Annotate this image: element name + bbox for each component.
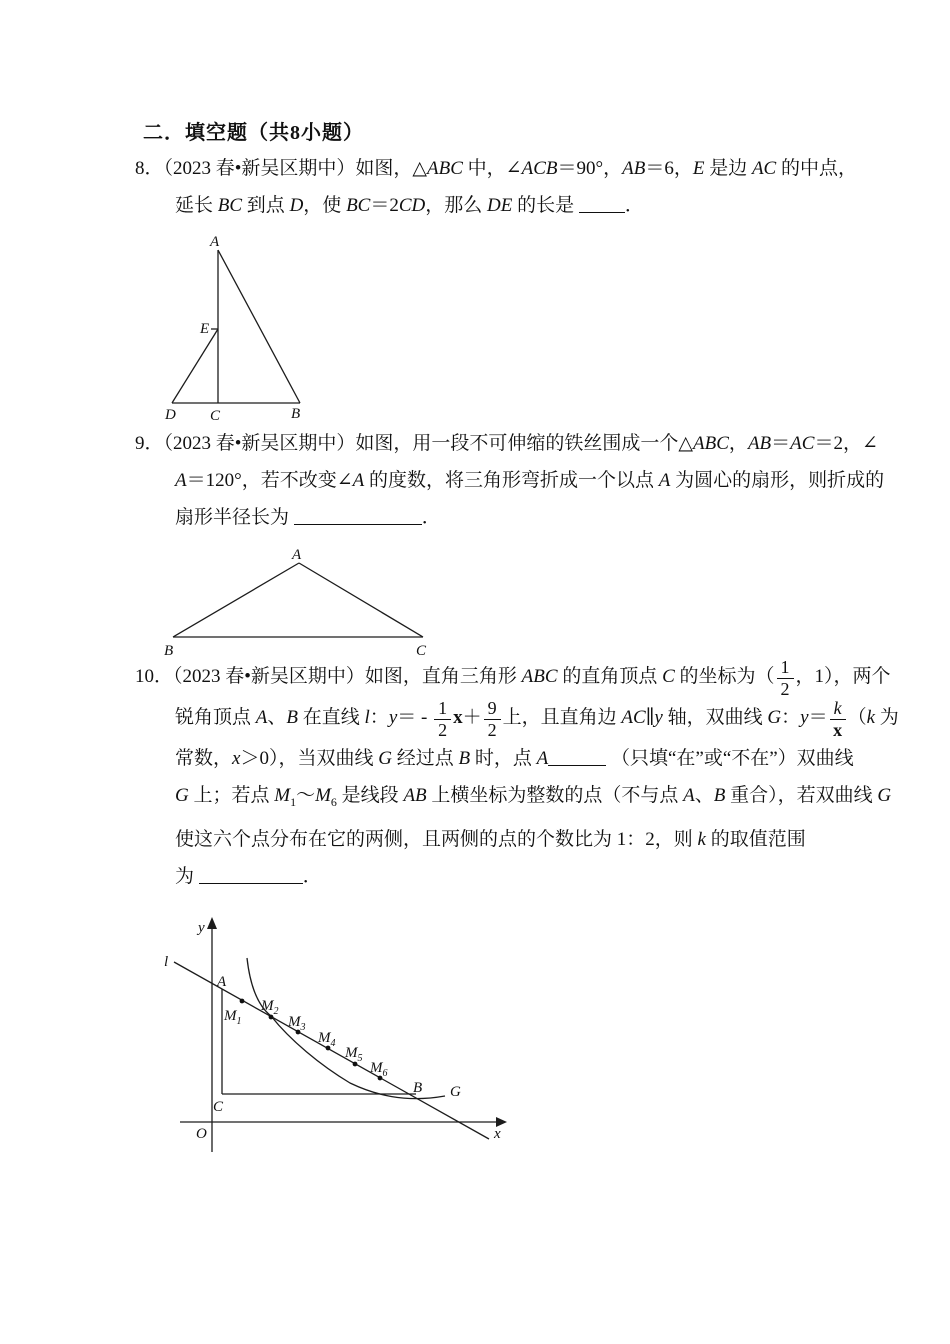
math-var: AC xyxy=(621,706,646,728)
math-var: A xyxy=(683,784,695,806)
text-run: ，1），两个 xyxy=(795,666,891,687)
text-run: ， xyxy=(728,433,748,454)
label-line-l: l xyxy=(164,954,169,970)
text-run: （2023 春•新吴区期中）如图，用一段不可伸缩的铁丝围成一个△ xyxy=(163,433,694,454)
text-run: ＝ xyxy=(771,433,791,454)
label-m5 xyxy=(344,1045,363,1064)
math-var: BC xyxy=(217,195,243,216)
label-m6-sub: 6 xyxy=(382,1068,388,1079)
label-m3-sub: 3 xyxy=(300,1022,306,1033)
text-run: ＝ - xyxy=(397,706,433,728)
label-d: D xyxy=(165,407,176,423)
label-g: G xyxy=(450,1084,461,1100)
label-m1 xyxy=(223,1008,242,1027)
answer-blank xyxy=(548,762,606,766)
math-var: D xyxy=(289,195,304,216)
math-var: B xyxy=(286,706,298,728)
q9-line-3 xyxy=(175,499,855,536)
label-c: C xyxy=(416,643,427,659)
point-m1 xyxy=(240,999,245,1004)
text-run: （ xyxy=(847,706,867,728)
text-run: 中，∠ xyxy=(462,158,522,179)
math-var: CD xyxy=(398,195,426,216)
text-run: ． xyxy=(624,195,644,216)
text-run: 延长 xyxy=(175,195,218,216)
label-m5-sub: 5 xyxy=(357,1053,363,1064)
math-var: C xyxy=(662,666,675,687)
q10-line-5 xyxy=(175,821,855,858)
text-run: 到点 xyxy=(242,195,290,216)
math-var: x xyxy=(453,706,463,728)
math-var: B xyxy=(713,784,726,806)
text-run: 的坐标为（ xyxy=(674,666,775,687)
math-var: ABC xyxy=(521,666,558,687)
text-run: ． xyxy=(302,865,322,887)
label-y-axis: y xyxy=(198,920,205,936)
text-run: ～ xyxy=(296,784,316,806)
label-b: B xyxy=(164,643,174,659)
math-var: E xyxy=(692,158,705,179)
text-run: ＝120°，若不改变∠ xyxy=(186,470,353,491)
math-var: l xyxy=(364,706,370,728)
hyperbola-curve xyxy=(247,958,445,1099)
label-m2-sub: 2 xyxy=(273,1006,279,1017)
question-9 xyxy=(135,425,885,536)
text-run: ，那么 xyxy=(425,195,488,216)
label-c: C xyxy=(210,408,221,424)
math-var: A xyxy=(352,470,365,491)
text-run: 的长是 xyxy=(512,195,579,216)
math-var: AB xyxy=(747,433,772,454)
text-run: ，使 xyxy=(303,195,347,216)
math-var: A xyxy=(255,706,268,728)
q10-line-6 xyxy=(175,858,855,895)
q8-line-2 xyxy=(175,187,855,224)
figure-q9 xyxy=(155,545,450,668)
text-run: ＝90°， xyxy=(557,158,623,179)
q10-line-3 xyxy=(175,740,855,777)
figure-q10-svg xyxy=(160,915,510,1160)
text-run: ＝2，∠ xyxy=(814,433,878,454)
math-var: A xyxy=(658,470,671,491)
math-var: AB xyxy=(622,158,646,179)
fraction-numerator: k xyxy=(830,699,846,720)
subscript: 6 xyxy=(330,794,337,809)
fraction-denominator: 2 xyxy=(438,719,448,740)
math-var: G xyxy=(877,784,892,806)
text-run: 是线段 xyxy=(336,784,404,806)
question-number: 8． xyxy=(135,158,164,179)
y-axis-arrow-icon xyxy=(207,917,217,929)
side-ab xyxy=(218,250,300,403)
fraction xyxy=(830,699,846,740)
text-run: 扇形半径长为 xyxy=(175,507,294,528)
answer-blank xyxy=(199,880,303,884)
text-run: （只填“在”或“不在”）双曲线 xyxy=(606,747,854,769)
text-run: ∥ xyxy=(645,706,655,728)
text-run: 经过点 xyxy=(391,747,459,769)
q10-line-1 xyxy=(135,657,891,699)
question-number: 10． xyxy=(135,666,174,687)
text-run: 时，点 xyxy=(470,747,537,769)
math-var: y xyxy=(800,706,809,728)
segment-de xyxy=(172,329,218,403)
q9-line-2 xyxy=(175,462,885,499)
math-var: AC xyxy=(790,433,815,454)
fraction-denominator: x xyxy=(833,719,843,740)
text-run: 为 xyxy=(875,706,899,728)
label-c: C xyxy=(213,1099,224,1115)
figure-q8-svg xyxy=(140,232,385,432)
text-run: 为圆心的扇形，则折成的 xyxy=(670,470,885,491)
label-a: A xyxy=(292,547,302,563)
figure-q10 xyxy=(160,915,510,1165)
fraction-numerator: 1 xyxy=(777,658,794,679)
label-m1-base: M xyxy=(224,1008,237,1024)
fraction-numerator: 1 xyxy=(434,699,451,720)
label-m5-base: M xyxy=(345,1045,358,1061)
q10-line-4 xyxy=(175,777,892,821)
text-run: 上横坐标为整数的点（不与点 xyxy=(426,784,684,806)
math-var: G xyxy=(378,747,392,769)
answer-blank xyxy=(294,521,422,525)
label-m2-base: M xyxy=(261,998,274,1014)
text-run: ＝2 xyxy=(370,195,399,216)
question-number: 9． xyxy=(135,433,164,454)
text-run: 的中点， xyxy=(776,158,857,179)
label-a: A xyxy=(210,234,220,250)
label-m4-sub: 4 xyxy=(330,1038,336,1049)
text-run: 、 xyxy=(267,706,287,728)
answer-blank xyxy=(579,209,625,213)
subscript: 1 xyxy=(290,794,297,809)
figure-q9-svg xyxy=(155,545,450,663)
label-b: B xyxy=(413,1080,423,1096)
text-run: （2023 春•新吴区期中）如图，△ xyxy=(163,158,428,179)
text-run: 使这六个点分布在它的两侧，且两侧的点的个数比为 1：2，则 xyxy=(175,828,698,850)
math-var: G xyxy=(767,706,782,728)
text-run: ． xyxy=(421,507,441,528)
label-a: A xyxy=(217,974,227,990)
q10-line-2 xyxy=(175,698,899,740)
fraction xyxy=(777,658,794,699)
math-var: AC xyxy=(751,158,777,179)
text-run: 上；若点 xyxy=(188,784,275,806)
fraction xyxy=(434,699,451,740)
label-m4-base: M xyxy=(318,1030,331,1046)
fraction-numerator: 9 xyxy=(484,699,501,720)
text-run: 是边 xyxy=(704,158,752,179)
fraction xyxy=(484,699,501,740)
text-run: ＋ xyxy=(462,706,482,728)
math-var: A xyxy=(536,747,549,769)
text-run: 轴，双曲线 xyxy=(662,706,768,728)
math-var: DE xyxy=(487,195,513,216)
math-var: AB xyxy=(403,784,427,806)
math-var: BC xyxy=(346,195,371,216)
text-run: 锐角顶点 xyxy=(175,706,256,728)
fraction-denominator: 2 xyxy=(487,719,497,740)
section-title: 二．填空题（共8小题） xyxy=(143,122,364,144)
math-var: k xyxy=(697,828,706,850)
text-run: （2023 春•新吴区期中）如图，直角三角形 xyxy=(173,666,522,687)
math-subscripted: $M_1$ xyxy=(274,784,297,809)
label-x-axis: x xyxy=(494,1126,501,1142)
text-run: 的度数，将三角形弯折成一个以点 xyxy=(364,470,659,491)
label-m6-base: M xyxy=(370,1060,383,1076)
math-var: ABC xyxy=(427,158,463,179)
math-var: G xyxy=(175,784,189,806)
math-var: x xyxy=(232,747,241,769)
q9-line-1 xyxy=(135,425,878,462)
question-8 xyxy=(135,150,855,224)
side-ab xyxy=(173,563,299,637)
text-run: 重合），若双曲线 xyxy=(725,784,878,806)
math-var: ABC xyxy=(693,433,729,454)
math-var: y xyxy=(654,706,663,728)
math-var: A xyxy=(175,470,187,491)
text-run: ＝6， xyxy=(645,158,693,179)
label-e: E xyxy=(200,321,210,337)
math-var: B xyxy=(458,747,471,769)
math-subscripted: $M_6$ xyxy=(315,784,337,809)
question-10 xyxy=(135,657,899,895)
math-var: k xyxy=(866,706,876,728)
text-run: ： xyxy=(781,706,801,728)
label-m3-base: M xyxy=(288,1014,301,1030)
fraction-denominator: 2 xyxy=(780,679,790,699)
math-var: y xyxy=(388,706,398,728)
text-run: ＝ xyxy=(808,706,828,728)
figure-q8 xyxy=(140,232,385,437)
side-ac xyxy=(299,563,423,637)
label-origin: O xyxy=(196,1126,207,1142)
label-m4 xyxy=(317,1030,336,1049)
text-run: 、 xyxy=(694,784,714,806)
text-run: ＞0），当双曲线 xyxy=(240,747,379,769)
label-b: B xyxy=(291,406,301,422)
text-run: 的取值范围 xyxy=(705,828,806,850)
text-run: 常数， xyxy=(175,747,233,769)
text-run: ： xyxy=(369,706,389,728)
math-var: ACB xyxy=(521,158,558,179)
text-run: 的直角顶点 xyxy=(557,666,663,687)
label-m1-sub: 1 xyxy=(236,1016,242,1027)
q8-line-1 xyxy=(135,150,855,187)
text-run: 上，且直角边 xyxy=(502,706,622,728)
text-run: 为 xyxy=(175,865,199,887)
text-run: 在直线 xyxy=(298,706,365,728)
